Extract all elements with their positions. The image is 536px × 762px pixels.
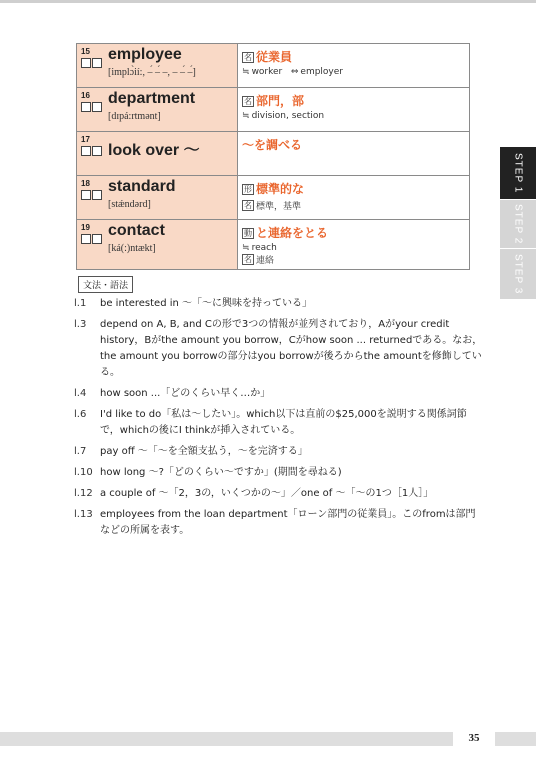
entry-meaning: 従業員	[256, 50, 293, 64]
tab-step-1[interactable]: STEP 1	[500, 147, 536, 199]
entry-meaning: ～を調べる	[242, 138, 303, 152]
entry-meaning: 標準的な	[256, 182, 305, 196]
entry-meaning: と連絡をとる	[256, 226, 329, 240]
checkbox-pair[interactable]	[81, 58, 102, 68]
top-rule	[0, 0, 536, 3]
pos-tag: 名	[244, 53, 252, 62]
entry-word: contact	[108, 222, 165, 239]
list-item: l.12 a couple of ～「2，3の，いくつかの～」／one of ～「～の1つ［1人］」	[74, 488, 434, 499]
list-item: l.13 employees from the loan department「ローン部門の従業員」。このfromは部門などの所属を表す。	[74, 509, 476, 536]
entry-number: 15	[81, 47, 90, 56]
entry-pronunciation: [dɪpá:rtmənt]	[108, 111, 161, 122]
vocab-row	[77, 132, 470, 176]
pos-tag: 形	[244, 185, 252, 194]
grammar-notes	[74, 296, 484, 544]
entry-pronunciation: [ká(:)ntækt]	[108, 243, 156, 254]
entry-number: 17	[81, 135, 90, 144]
list-item: l.7 pay off ～「～を全額支払う，～を完済する」	[74, 446, 308, 457]
entry-pronunciation: [implɔ̀ií:, –́ –́ –, – –́ –́]	[108, 67, 196, 78]
tab-step-2[interactable]: STEP 2	[500, 200, 536, 248]
list-item: l.10 how long ～?「どのくらい～ですか」(期間を尋ねる)	[74, 467, 342, 478]
checkbox-pair[interactable]	[81, 102, 102, 112]
entry-related: 名 標準，基準	[244, 201, 302, 212]
pos-tag: 名	[244, 97, 252, 106]
entry-related: ≒ worker ⇔ employer	[242, 67, 343, 77]
list-item: l.1 be interested in ～「～に興味を持っている」	[74, 298, 313, 309]
checkbox-pair[interactable]	[81, 234, 102, 244]
entry-related: ≒ reach 名 連絡	[242, 243, 277, 266]
notes-heading: 文法・語法	[78, 276, 133, 293]
entry-word: employee	[108, 46, 182, 63]
vocab-row	[77, 220, 470, 270]
list-item: l.6 I'd like to do「私は～したい」。which以下は直前の$25,000を説明する関係詞節で，whichの後にI thinkが挿入されている。	[74, 409, 467, 436]
entry-related: ≒ division, section	[242, 111, 325, 121]
entry-pronunciation: [stǽndərd]	[108, 199, 151, 210]
list-item: l.4 how soon ...「どのくらい早く…か」	[74, 388, 271, 399]
checkbox-pair[interactable]	[81, 146, 102, 156]
entry-word: department	[108, 90, 196, 107]
pos-tag: 動	[244, 229, 252, 238]
list-item: l.3 depend on A, B, and Cの形で3つの情報が並列されており，Aがyour credit history，Bがthe amount you borrow，Cがhow soon ... returnedである。なお，the amount you borrowの部分はyou borrowが後ろからthe amountを修飾している。	[74, 319, 483, 378]
checkbox-pair[interactable]	[81, 190, 102, 200]
vocab-row	[77, 88, 470, 132]
vocab-row	[77, 44, 470, 88]
page-number: 35	[453, 729, 495, 747]
vocab-row	[77, 176, 470, 220]
entry-number: 16	[81, 91, 90, 100]
entry-meaning: 部門，部	[256, 94, 305, 108]
tab-step-3[interactable]: STEP 3	[500, 249, 536, 299]
vocab-table	[76, 43, 470, 270]
entry-number: 19	[81, 223, 90, 232]
entry-word: standard	[108, 178, 176, 195]
entry-word: look over ～	[108, 142, 200, 159]
entry-number: 18	[81, 179, 90, 188]
